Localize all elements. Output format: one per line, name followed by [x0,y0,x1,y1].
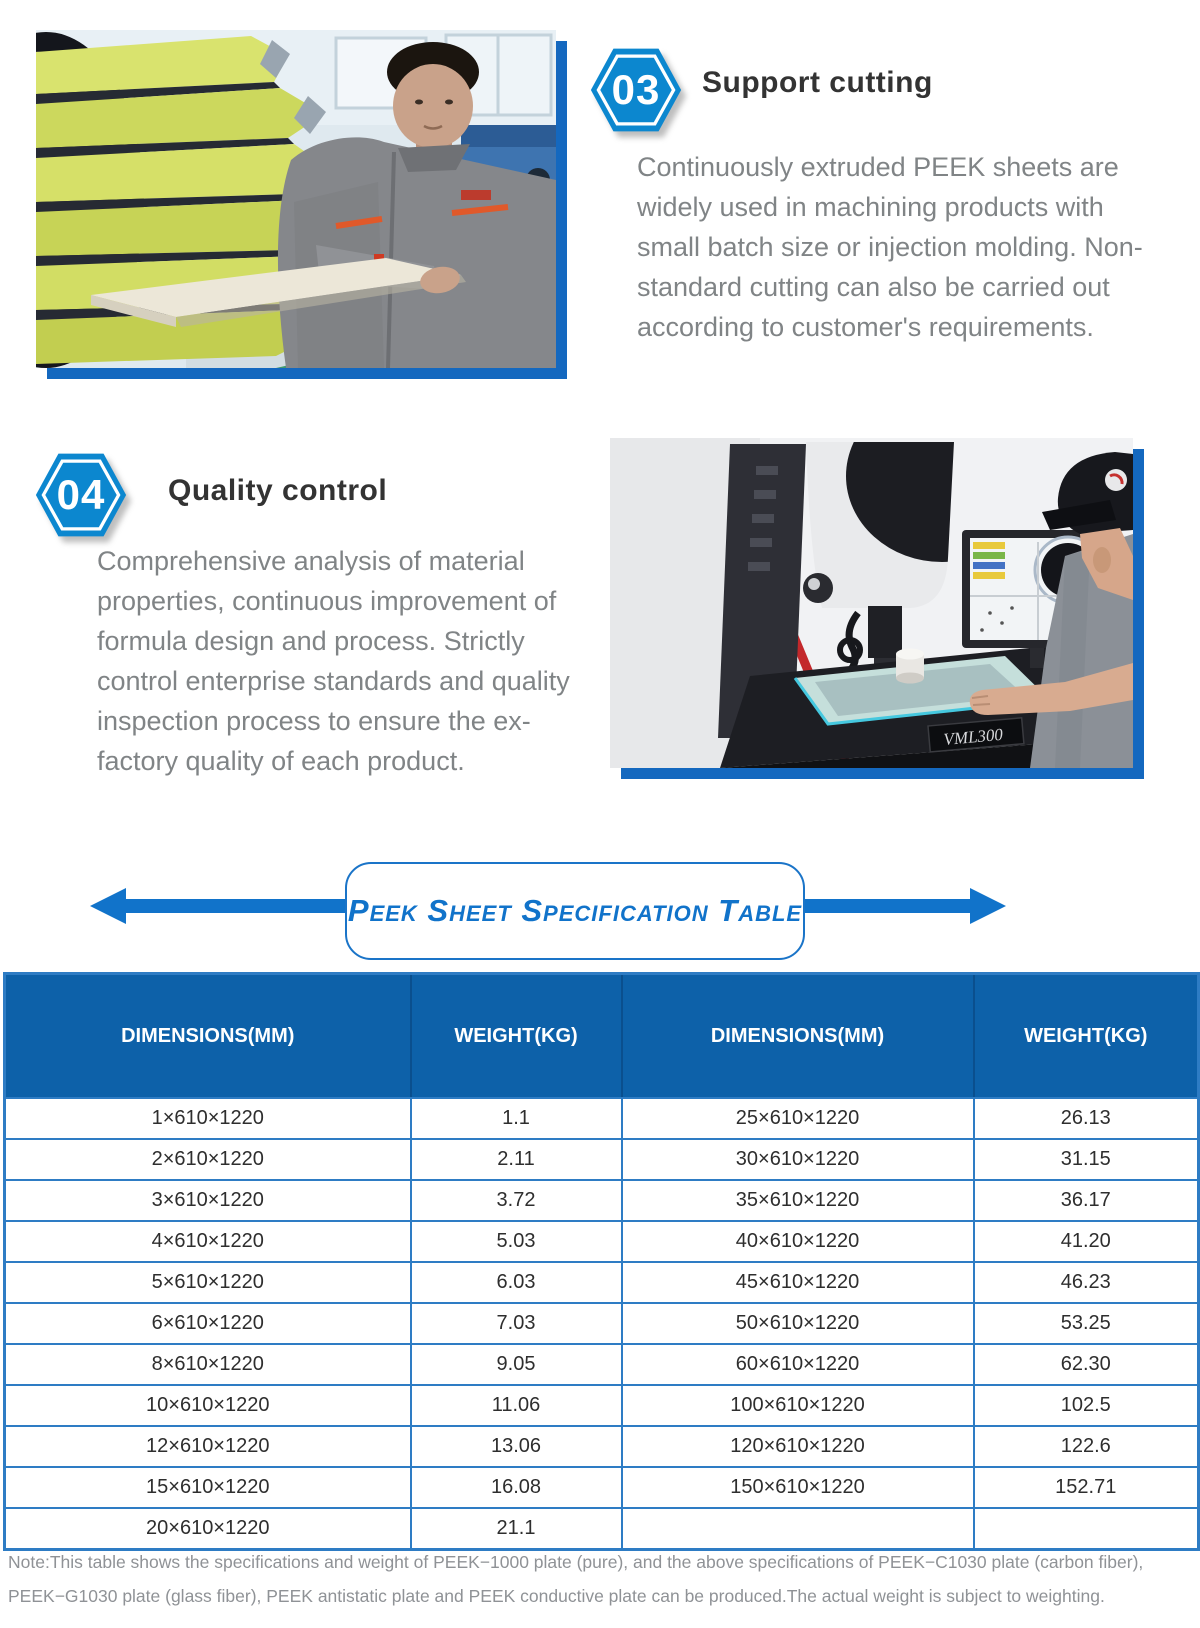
dimensions-cell: 20×610×1220 [5,1508,411,1550]
dimensions-cell: 3×610×1220 [5,1180,411,1221]
dimensions-cell: 6×610×1220 [5,1303,411,1344]
weight-cell: 102.5 [974,1385,1199,1426]
dimensions-cell: 1×610×1220 [5,1098,411,1139]
dimensions-cell: 120×610×1220 [622,1426,974,1467]
step-number: 04 [56,471,106,518]
peek-sheet-spec-table [3,972,1200,1551]
weight-cell: 21.1 [411,1508,622,1550]
table-row [5,1426,1199,1467]
dimensions-cell: 12×610×1220 [5,1426,411,1467]
table-row [5,1303,1199,1344]
factory-photo-illustration [36,30,556,368]
weight-cell: 3.72 [411,1180,622,1221]
dimensions-cell: 4×610×1220 [5,1221,411,1262]
weight-cell: 53.25 [974,1303,1199,1344]
dimensions-cell: 10×610×1220 [5,1385,411,1426]
weight-cell: 122.6 [974,1426,1199,1467]
weight-cell: 2.11 [411,1139,622,1180]
dimensions-cell: 30×610×1220 [622,1139,974,1180]
dimensions-cell: 8×610×1220 [5,1344,411,1385]
table-row [5,1098,1199,1139]
weight-cell: 5.03 [411,1221,622,1262]
dimensions-cell [622,1508,974,1550]
dimensions-cell: 100×610×1220 [622,1385,974,1426]
weight-cell: 41.20 [974,1221,1199,1262]
dimensions-cell: 45×610×1220 [622,1262,974,1303]
step-badge-03 [589,46,683,134]
banner-title: Peek Sheet Specification Table [347,893,803,928]
table-footnote: Note:This table shows the specifications and weight of PEEK−1000 plate (pure), and the above specifications of PEEK−C1030 plate (carbon fiber), PEEK−G1030 plate (glass fiber), PEEK antistatic plate and PEEK conductive plate can be produced.The actual weight is subject to weighting. [8,1552,1144,1606]
weight-cell: 1.1 [411,1098,622,1139]
weight-cell: 11.06 [411,1385,622,1426]
dimensions-cell: 60×610×1220 [622,1344,974,1385]
weight-cell: 26.13 [974,1098,1199,1139]
step-badge-04 [34,451,128,539]
weight-cell: 152.71 [974,1467,1199,1508]
dimensions-cell: 50×610×1220 [622,1303,974,1344]
weight-cell: 62.30 [974,1344,1199,1385]
dimensions-cell: 150×610×1220 [622,1467,974,1508]
inspection-photo-illustration [610,438,1133,768]
table-row [5,1385,1199,1426]
weight-cell: 31.15 [974,1139,1199,1180]
dimensions-cell: 35×610×1220 [622,1180,974,1221]
dimensions-cell: 40×610×1220 [622,1221,974,1262]
table-row [5,1180,1199,1221]
section-title-quality-control: Quality control [168,474,388,507]
header-weight-left: WEIGHT(KG) [411,974,622,1099]
table-header-row [5,974,1199,1099]
table-row [5,1344,1199,1385]
specification-banner [345,862,805,960]
spec-table-body [5,1098,1199,1550]
weight-cell: 36.17 [974,1180,1199,1221]
dimensions-cell: 2×610×1220 [5,1139,411,1180]
table-row [5,1139,1199,1180]
header-dimensions-right: DIMENSIONS(MM) [622,974,974,1099]
dimensions-cell: 25×610×1220 [622,1098,974,1139]
weight-cell: 7.03 [411,1303,622,1344]
photo-worker-with-peek-sheet [36,30,556,368]
weight-cell: 9.05 [411,1344,622,1385]
dimensions-cell: 5×610×1220 [5,1262,411,1303]
table-row [5,1467,1199,1508]
table-row [5,1262,1199,1303]
machine-model-label: VML300 [942,724,1004,749]
weight-cell: 16.08 [411,1467,622,1508]
photo-quality-inspection-machine [610,438,1133,768]
weight-cell: 13.06 [411,1426,622,1467]
header-dimensions-left: DIMENSIONS(MM) [5,974,411,1099]
weight-cell: 6.03 [411,1262,622,1303]
section-body-quality-control: Comprehensive analysis of material properties, continuous improvement of formula design and process. Strictly control enterprise standards and quality inspection process to ensure the ex-factory quality of each product. [97,546,570,776]
step-number: 03 [611,66,661,113]
section-body-support-cutting: Continuously extruded PEEK sheets are widely used in machining products with small batch size or injection molding. Non-standard cutting can also be carried out according to customer's requirements. [637,152,1143,342]
table-row [5,1221,1199,1262]
dimensions-cell: 15×610×1220 [5,1467,411,1508]
weight-cell: 46.23 [974,1262,1199,1303]
table-row [5,1508,1199,1550]
section-title-support-cutting: Support cutting [702,66,933,99]
header-weight-right: WEIGHT(KG) [974,974,1199,1099]
weight-cell [974,1508,1199,1550]
